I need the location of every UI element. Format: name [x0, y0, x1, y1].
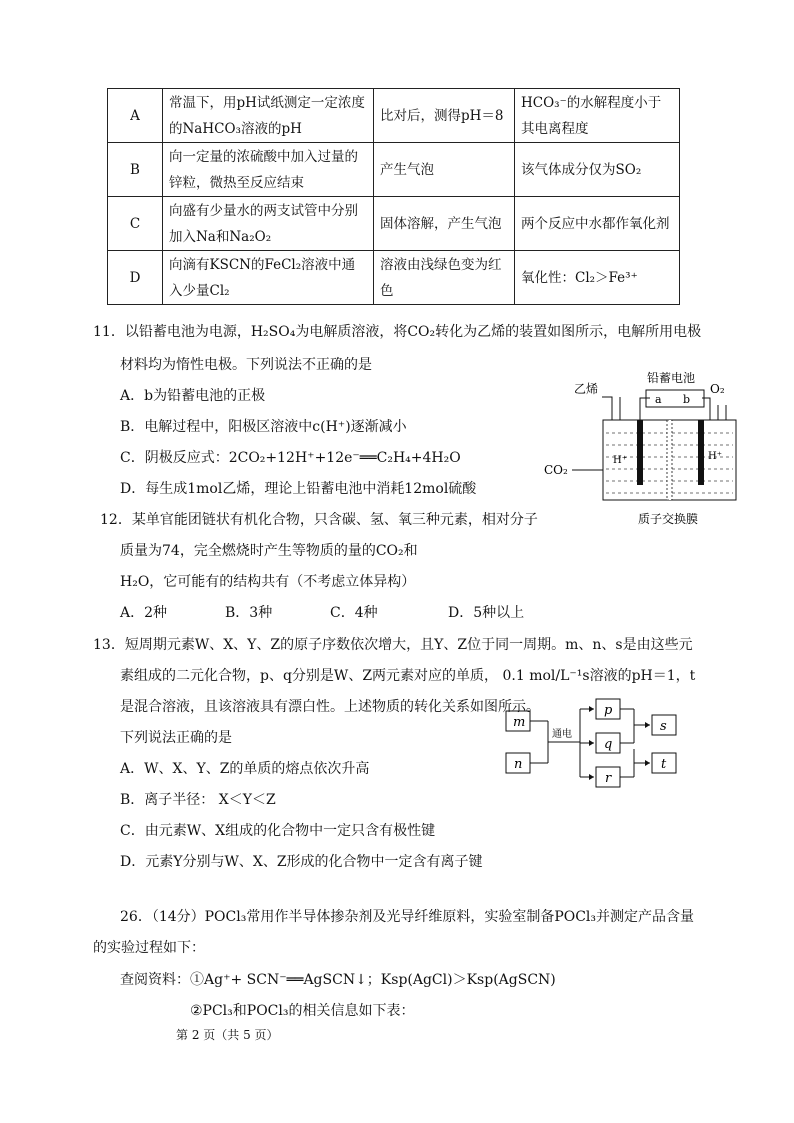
terminal-b-label: b: [683, 393, 691, 406]
transformation-flowchart: [500, 695, 700, 795]
table-row: [108, 89, 680, 143]
q11-option-d: D．每生成1mol乙烯，理论上铅蓄电池中消耗12mol硫酸: [120, 481, 477, 497]
ethylene-label: 乙烯: [574, 382, 599, 396]
co2-label: CO₂: [544, 463, 568, 477]
q12-stem-line2: 质量为74，完全燃烧时产生等物质的量的CO₂和: [120, 543, 418, 559]
q12-option-c: C．4种: [330, 605, 378, 621]
q11-stem-line2: 材料均为惰性电极。下列说法不正确的是: [120, 357, 372, 373]
row-operation: 向一定量的浓硫酸中加入过量的锌粒，微热至反应结束: [163, 143, 374, 197]
node-t: t: [661, 757, 667, 772]
q26-reference-line1: 查阅资料：①Ag⁺+ SCN⁻══AgSCN↓；Ksp(AgCl)＞Ksp(AgSCN): [120, 972, 556, 988]
right-electrode: [698, 420, 704, 485]
q11-stem-line1: 11．以铅蓄电池为电源，H₂SO₄为电解质溶液，将CO₂转化为乙烯的装置如图所示，电解所用电极: [93, 324, 702, 340]
row-label: B: [108, 143, 163, 197]
row-label: A: [108, 89, 163, 143]
row-observation: 产生气泡: [374, 143, 515, 197]
q12-option-a: A．2种: [120, 605, 168, 621]
battery-label: 铅蓄电池: [647, 371, 696, 385]
node-r: r: [605, 771, 612, 786]
q12-option-d: D．5种以上: [448, 605, 525, 621]
q11-option-b: B．电解过程中，阳极区溶液中c(H⁺)逐渐减小: [120, 419, 407, 435]
proton-exchange-membrane: [667, 420, 672, 500]
q11-option-a: A．b为铅蓄电池的正极: [120, 388, 266, 404]
row-label: D: [108, 251, 163, 305]
q11-option-c: C．阴极反应式：2CO₂+12H⁺+12e⁻══C₂H₄+4H₂O: [120, 450, 461, 466]
left-electrode: [637, 420, 643, 485]
q12-option-b: B．3种: [225, 605, 273, 621]
q26-reference-line2: ②PCl₃和POCl₃的相关信息如下表：: [190, 1003, 415, 1019]
row-operation: 常温下，用pH试纸测定一定浓度的NaHCO₃溶液的pH: [163, 89, 374, 143]
q26-stem-line1: 26．（14分）POCl₃常用作半导体掺杂剂及光导纤维原料，实验室制备POCl₃并测定产品含量: [120, 909, 695, 925]
row-observation: 比对后，测得pH＝8: [374, 89, 515, 143]
q12-stem-line1: 12．某单官能团链状有机化合物，只含碳、氢、氧三种元素，相对分子: [100, 512, 538, 528]
node-n: n: [514, 757, 523, 772]
electrolysis-arrow-label: 通电: [552, 729, 572, 740]
h-plus-right-label: H⁺: [708, 451, 722, 462]
row-observation: 溶液由浅绿色变为红色: [374, 251, 515, 305]
row-conclusion: 该气体成分仅为SO₂: [515, 143, 680, 197]
options-table: [107, 88, 680, 305]
q13-option-c: C．由元素W、X组成的化合物中一定只含有极性键: [120, 823, 436, 839]
row-conclusion: 两个反应中水都作氧化剂: [515, 197, 680, 251]
node-m: m: [513, 715, 526, 730]
node-p: p: [604, 703, 613, 718]
q13-option-b: B．离子半径： X＜Y＜Z: [120, 792, 276, 808]
row-observation: 固体溶解，产生气泡: [374, 197, 515, 251]
row-conclusion: 氧化性：Cl₂＞Fe³⁺: [515, 251, 680, 305]
q26-stem-line2: 的实验过程如下：: [93, 940, 205, 956]
table-row: [108, 251, 680, 305]
row-conclusion: HCO₃⁻的水解程度小于其电离程度: [515, 89, 680, 143]
page-footer: 第 2 页（共 5 页）: [176, 1028, 279, 1042]
q13-stem-line1: 13．短周期元素W、X、Y、Z的原子序数依次增大，且Y、Z位于同一周期。m、n、s是由这些元: [93, 637, 693, 653]
node-s: s: [660, 719, 667, 734]
row-operation: 向盛有少量水的两支试管中分别加入Na和Na₂O₂: [163, 197, 374, 251]
q13-stem-line3: 是混合溶液，且该溶液具有漂白性。上述物质的转化关系如图所示。: [120, 699, 540, 715]
h-plus-left-label: H⁺: [613, 455, 627, 466]
electrolysis-cell-figure: [540, 365, 750, 535]
row-operation: 向滴有KSCN的FeCl₂溶液中通入少量Cl₂: [163, 251, 374, 305]
q13-option-d: D．元素Y分别与W、X、Z形成的化合物中一定含有离子键: [120, 854, 483, 870]
membrane-label: 质子交换膜: [638, 512, 699, 526]
terminal-a-label: a: [655, 393, 662, 406]
row-label: C: [108, 197, 163, 251]
q13-stem-line2: 素组成的二元化合物，p、q分别是W、Z两元素对应的单质， 0.1 mol/L⁻¹s溶液的pH＝1，t: [120, 668, 696, 684]
q12-stem-line3: H₂O，它可能有的结构共有（不考虑立体异构）: [120, 574, 416, 590]
q13-option-a: A．W、X、Y、Z的单质的熔点依次升高: [120, 761, 370, 777]
table-row: [108, 197, 680, 251]
o2-label: O₂: [710, 382, 725, 396]
node-q: q: [604, 737, 613, 752]
table-row: [108, 143, 680, 197]
q13-stem-line4: 下列说法正确的是: [120, 730, 232, 746]
